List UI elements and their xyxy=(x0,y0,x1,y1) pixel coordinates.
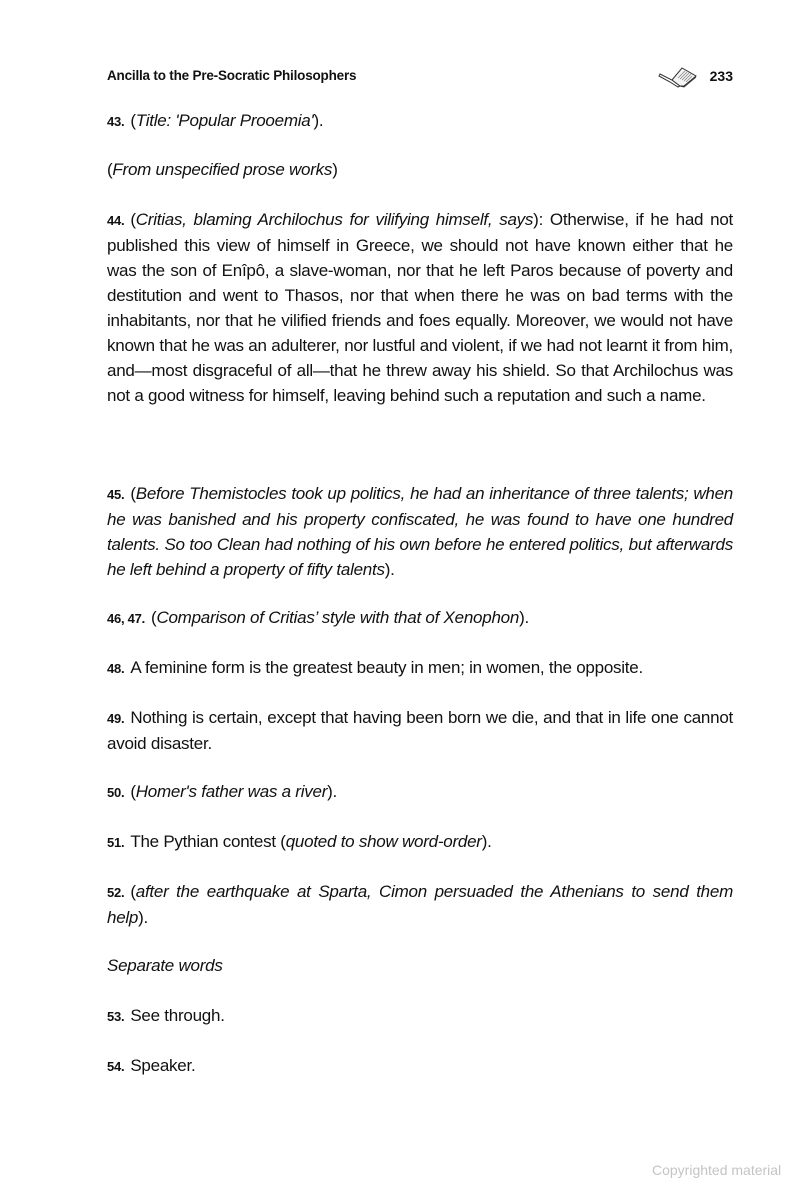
page-number: 233 xyxy=(709,68,733,84)
fragment-44: 44. (Critias, blaming Archilochus for vilifying himself, says): Otherwise, if he had not published this view of himself in Greece, we should not have known either that he was the son of Enîpô, a slave-woman, nor that he left Paros because of poverty and destitution and went to Thasos, nor that when there he was on bad terms with the inhabitants, nor that he vilified friends and foes equally. Moreover, we would not have known that he was an adulterer, nor lustful and violent, if we had not learnt it from him, and—most disgraceful of all—that he threw away his shield. So that Archilochus was not a good witness for himself, leaving behind such a reputation and such a name. xyxy=(107,210,733,405)
fragment-number: 44. xyxy=(107,213,125,228)
running-head xyxy=(107,66,733,88)
fragment-number: 48. xyxy=(107,661,125,676)
fragment-number: 46, 47. xyxy=(107,611,146,626)
fragment-51: 51. The Pythian contest (quoted to show word-order). xyxy=(107,832,492,851)
fragment-54: 54. Speaker. xyxy=(107,1056,196,1075)
fragment-number: 51. xyxy=(107,835,125,850)
fragment-53: 53. See through. xyxy=(107,1006,225,1025)
fragment-49: 49. Nothing is certain, except that having been born we die, and that in life one cannot avoid disaster. xyxy=(107,708,733,753)
fragment-52: 52. (after the earthquake at Sparta, Cimon persuaded the Athenians to send them help). xyxy=(107,882,733,927)
fragment-number: 52. xyxy=(107,885,125,900)
fragment-48: 48. A feminine form is the greatest beauty in men; in women, the opposite. xyxy=(107,658,643,677)
fragment-50: 50. (Homer's father was a river). xyxy=(107,782,337,801)
fragment-number: 45. xyxy=(107,487,125,502)
fragment-number: 53. xyxy=(107,1009,125,1024)
section-heading-prose-works: (From unspecified prose works) xyxy=(107,160,338,179)
section-heading-separate-words: Separate words xyxy=(107,956,223,975)
copyright-watermark: Copyrighted material xyxy=(652,1162,782,1178)
fragment-number: 54. xyxy=(107,1059,125,1074)
running-title: Ancilla to the Pre-Socratic Philosophers xyxy=(107,68,357,83)
open-book-icon xyxy=(658,66,698,88)
fragment-number: 50. xyxy=(107,785,125,800)
fragment-43: 43. (Title: 'Popular Prooemia'). xyxy=(107,111,324,130)
fragment-number: 49. xyxy=(107,711,125,726)
fragment-45: 45. (Before Themistocles took up politics, he had an inheritance of three talents; when he was banished and his property confiscated, he was found to have one hundred talents. So too Clean had nothing of his own before he entered politics, but afterwards he left behind a property of fifty talents). xyxy=(107,484,733,579)
fragment-46-47: 46, 47. (Comparison of Critias’ style with that of Xenophon). xyxy=(107,608,529,627)
fragment-number: 43. xyxy=(107,114,125,129)
